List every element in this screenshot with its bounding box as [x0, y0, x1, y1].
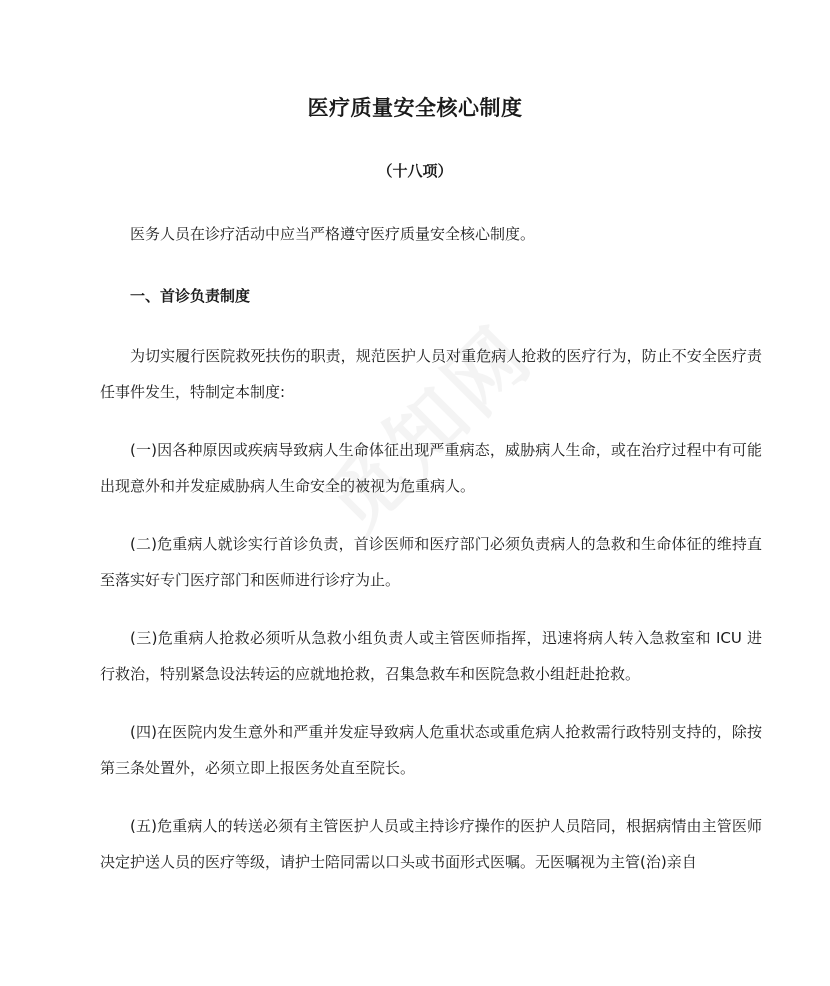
list-item: (四)在医院内发生意外和严重并发症导致病人危重状态或重危病人抢救需行政特别支持的，除按第三条处置外，必须立即上报医务处直至院长。 [100, 723, 762, 777]
intro-paragraph: 医务人员在诊疗活动中应当严格遵守医疗质量安全核心制度。 [130, 225, 536, 243]
page-subtitle: （十八项） [377, 162, 453, 180]
list-item: (三)危重病人抢救必须听从急救小组负责人或主管医师指挥，迅速将病人转入急救室和 ICU 进行救治，特别紧急设法转运的应就地抢救，召集急救车和医院急救小组赶赴抢救。 [100, 629, 762, 683]
page-title: 医疗质量安全核心制度 [307, 96, 523, 120]
list-item: (五)危重病人的转送必须有主管医护人员或主持诊疗操作的医护人员陪同，根据病情由主管医师决定护送人员的医疗等级，请护士陪同需以口头或书面形式医嘱。无医嘱视为主管(治)亲自 [100, 817, 762, 871]
list-item: (二)危重病人就诊实行首诊负责，首诊医师和医疗部门必须负责病人的急救和生命体征的维持直至落实好专门医疗部门和医师进行诊疗为止。 [100, 535, 762, 589]
section-preamble: 为切实履行医院救死扶伤的职责，规范医护人员对重危病人抢救的医疗行为，防止不安全医疗责任事件发生，特制定本制度: [100, 347, 762, 401]
list-item: (一)因各种原因或疾病导致病人生命体征出现严重病态，威胁病人生命，或在治疗过程中有可能出现意外和并发症威胁病人生命安全的被视为危重病人。 [100, 441, 762, 495]
section-heading: 一、首诊负责制度 [130, 287, 251, 305]
